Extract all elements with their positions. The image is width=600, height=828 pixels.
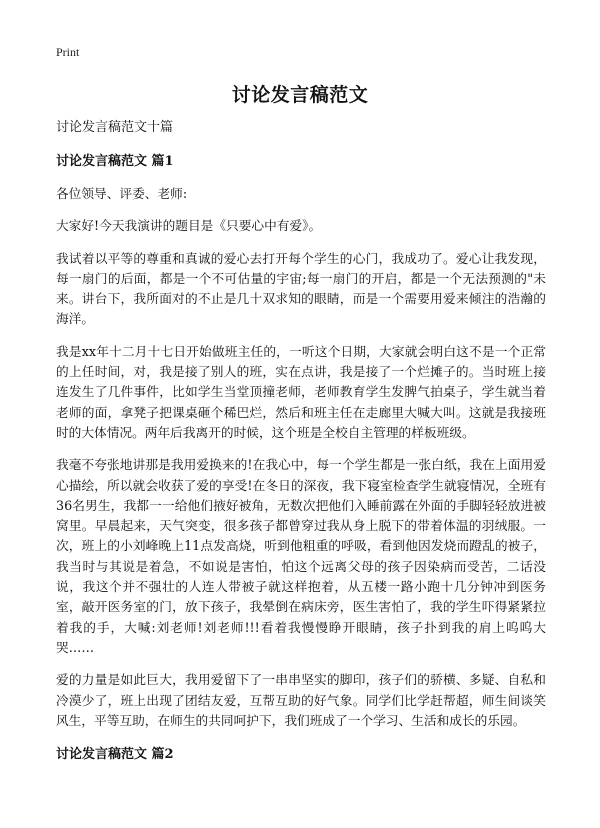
paragraph: 大家好!今天我演讲的题目是《只要心中有爱》。 [56, 218, 322, 234]
print-label: Print [56, 45, 80, 59]
paragraph: 各位领导、评委、老师: [56, 186, 188, 201]
paragraph: 爱的力量是如此巨大，我用爱留下了一串串坚实的脚印，孩子们的骄横、多疑、自私和冷漠少了，班上出现了团结友爱，互帮互助的好气象。同学们比学赶帮超，师生间谈笑风生，平等互助，在师生的共同呵护下，我们班成了一个学习、生活和成长的乐园。 [56, 672, 546, 728]
paragraph: 我是xx年十二月十七日开始做班主任的，一听这个日期，大家就会明白这不是一个正常的上任时间，对，我是接了别人的班，实在点讲，我是接了一个烂摊子的。当时班上接连发生了几件事件，比如学生当堂顶撞老师，老师教育学生发脾气拍桌子，学生就当着老师的面，拿凳子把课桌砸个稀巴烂，然后和班主任在走廊里大喊大叫。这就是我接班时的大体情况。两年后我离开的时候，这个班是全校自主管理的样板班级。 [56, 343, 546, 440]
paragraph: 我试着以平等的尊重和真诚的爱心去打开每个学生的心门，我成功了。爱心让我发现，每一扇门的后面，都是一个不可估量的宇宙;每一扇门的开启，都是一个无法预测的"未来。讲台下，我所面对的不止是几十双求知的眼睛，而是一个需要用爱来倾注的浩瀚的海洋。 [56, 250, 546, 327]
section-heading-1: 讨论发言稿范文 篇1 [56, 154, 174, 169]
section-heading-2: 讨论发言稿范文 篇2 [56, 747, 174, 763]
document-body [56, 118, 546, 777]
document-title: 讨论发言稿范文 [231, 84, 369, 106]
document-subtitle: 讨论发言稿范文十篇 [56, 120, 174, 135]
paragraph: 我毫不夸张地讲那是我用爱换来的!在我心中，每一个学生都是一张白纸，我在上面用爱心描绘，所以就会收获了爱的享受!在冬日的深夜，我下寝室检查学生就寝情况，全班有36名男生，我都一一给他们掖好被角，无数次把他们入睡前露在外面的手脚轻轻放进被窝里。早晨起来，天气突变，很多孩子都曾穿过我从身上脱下的带着体温的羽绒服。一次，班上的小刘峰晚上11点发高烧，听到他粗重的呼吸，看到他因发烧而蹬乱的被子，我当时与其说是着急，不如说是害怕，怕这个远离父母的孩子因染病而受苦，二话没说，我这个并不强壮的人连人带被子就这样抱着，从五楼一路小跑十几分钟冲到医务室，敲开医务室的门，放下孩子，我晕倒在病床旁，医生害怕了，我的学生吓得紧紧拉着我的手，大喊:刘老师!刘老师!!!看着我慢慢睁开眼睛，孩子扑到我的肩上呜呜大哭…… [56, 457, 546, 655]
